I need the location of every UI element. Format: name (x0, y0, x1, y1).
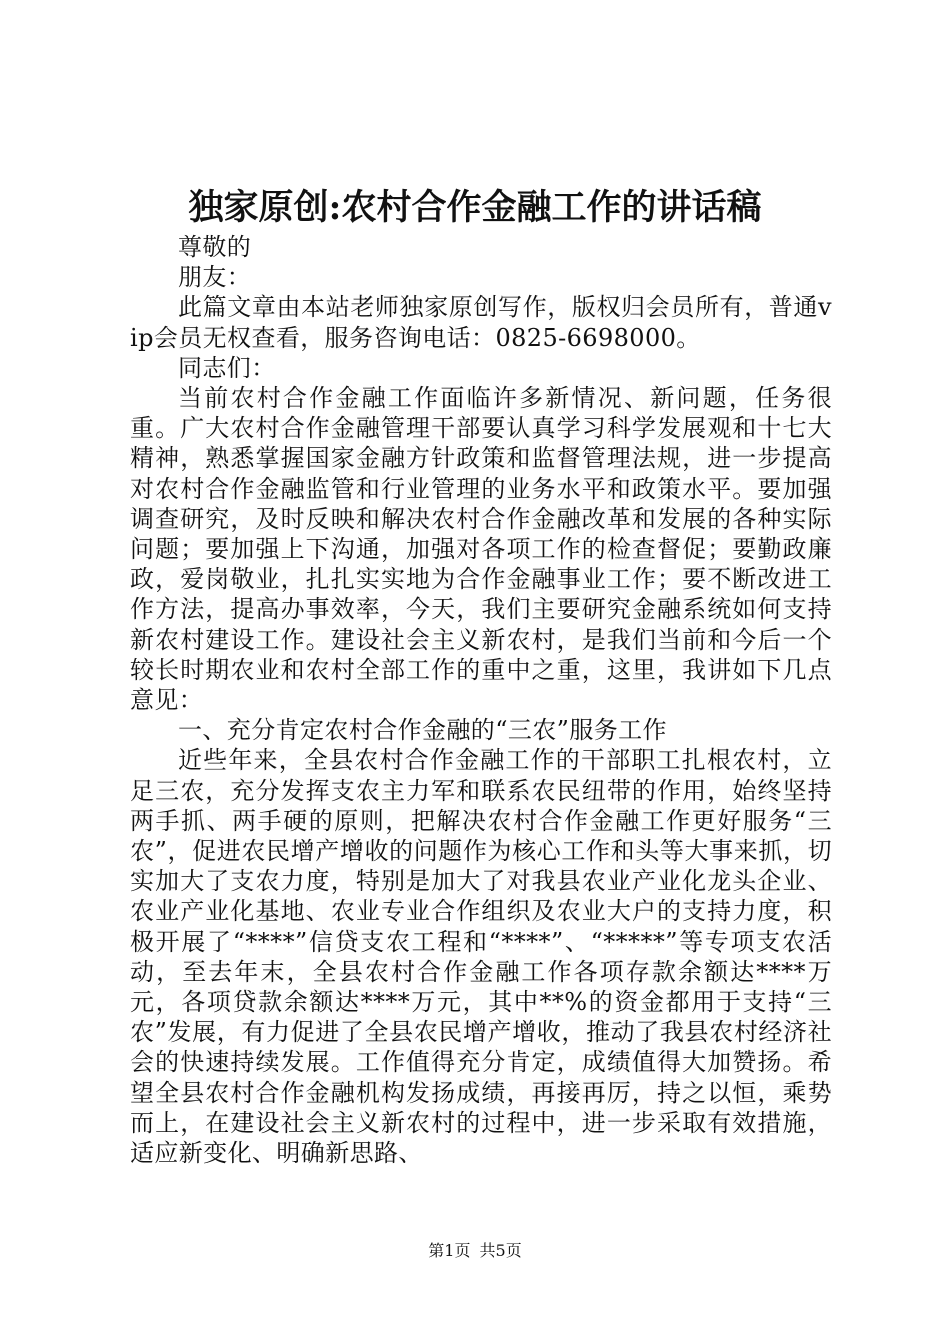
section-1-paragraph: 近些年来，全县农村合作金融工作的干部职工扎根农村，立足三农，充分发挥支农主力军和联系农民纽带的作用，始终坚持两手抓、两手硬的原则，把解决农村合作金融工作更好服务“三农”，促进农民增产增收的问题作为核心工作和头等大事来抓，切实加大了支农力度，特别是加大了对我县农业产业化龙头企业、农业产业化基地、农业专业合作组织及农业大户的支持力度，积极开展了“****”信贷支农工程和“****”、“*****”等专项支农活动，至去年末，全县农村合作金融工作各项存款余额达****万元，各项贷款余额达****万元，其中**%的资金都用于支持“三农”发展，有力促进了全县农民增产增收，推动了我县农村经济社会的快速持续发展。工作值得充分肯定，成绩值得大加赞扬。希望全县农村合作金融机构发扬成绩，再接再厉，持之以恒，乘势而上，在建设社会主义新农村的过程中，进一步采取有效措施，适应新变化、明确新思路、 (130, 746, 832, 1168)
intro-paragraph: 当前农村合作金融工作面临许多新情况、新问题，任务很重。广大农村合作金融管理干部要认真学习科学发展观和十七大精神，熟悉掌握国家金融方针政策和监督管理法规，进一步提高对农村合作金融监管和行业管理的业务水平和政策水平。要加强调查研究，及时反映和解决农村合作金融改革和发展的各种实际问题；要加强上下沟通，加强对各项工作的检查督促；要勤政廉政，爱岗敬业，扎扎实实地为合作金融事业工作；要不断改进工作方法，提高办事效率，今天，我们主要研究金融系统如何支持新农村建设工作。建设社会主义新农村，是我们当前和今后一个较长时期农业和农村全部工作的重中之重，这里，我讲如下几点意见： (130, 384, 832, 715)
salutation-line-2: 朋友： (178, 263, 252, 292)
page-number: 第1页 (428, 1241, 471, 1260)
copyright-notice: 此篇文章由本站老师独家原创写作，版权归会员所有，普通vip会员无权查看，服务咨询电话：0825-6698000。 (130, 293, 832, 352)
greeting: 同志们： (178, 353, 276, 382)
section-heading-1: 一、充分肯定农村合作金融的“三农”服务工作 (178, 716, 667, 745)
salutation-line-1: 尊敬的 (178, 233, 252, 261)
page-footer (0, 1240, 950, 1262)
page-total: 共5页 (479, 1241, 522, 1260)
document-title: 独家原创:农村合作金融工作的讲话稿 (188, 187, 762, 228)
document-body (130, 232, 832, 1168)
